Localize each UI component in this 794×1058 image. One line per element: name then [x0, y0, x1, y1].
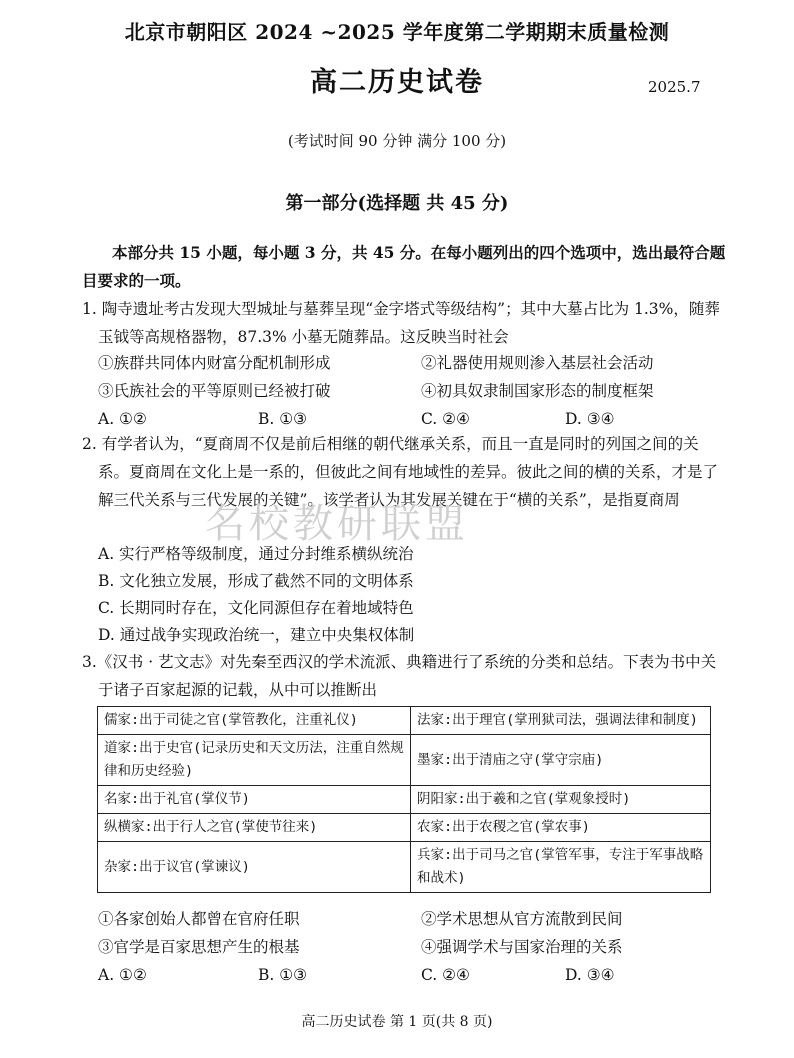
question-3-stem: 3.《汉书 · 艺文志》对先秦至西汉的学术流派、典籍进行了系统的分类和总结。下表为书中关于诸子百家起源的记载，从中可以推断出 — [82, 653, 717, 699]
q1-statement-1: ①族群共同体内财富分配机制形成 — [98, 354, 331, 372]
section-title: 第一部分(选择题 共 45 分) — [285, 193, 509, 214]
q1-option-c: C. ②④ — [421, 410, 470, 428]
table-row — [98, 707, 711, 735]
q2-option-b: B. 文化独立发展，形成了截然不同的文明体系 — [98, 572, 414, 590]
q1-statement-2: ②礼器使用规则渗入基层社会活动 — [421, 354, 654, 372]
table-row — [98, 735, 711, 786]
watermark-text: 名校教研联盟 — [205, 501, 469, 547]
table-row — [98, 814, 711, 842]
q1-option-d: D. ③④ — [565, 410, 615, 428]
q1-statement-3: ③氏族社会的平等原则已经被打破 — [98, 382, 331, 400]
q3-option-a: A. ①② — [98, 966, 147, 984]
question-2-stem: 2. 有学者认为，“夏商周不仅是前后相继的朝代继承关系，而且一直是同时的列国之间的关系。夏商周在文化上是一系的，但彼此之间有地域性的差异。彼此之间的横的关系，才是了解三代关系与三代发展的关键”。该学者认为其发展关键在于“横的关系”，是指夏商周 — [82, 435, 719, 509]
table-cell: 农家:出于农稷之官(掌农事) — [411, 814, 711, 842]
table-cell: 墨家:出于清庙之守(掌守宗庙) — [411, 735, 711, 786]
table-cell: 道家:出于史官(记录历史和天文历法，注重自然规律和历史经验) — [98, 735, 411, 786]
q3-statement-3: ③官学是百家思想产生的根基 — [98, 938, 300, 956]
q1-option-b: B. ①③ — [258, 410, 308, 428]
exam-info: (考试时间 90 分钟 满分 100 分) — [287, 132, 507, 150]
question-1-stem: 1. 陶寺遗址考古发现大型城址与墓葬呈现“金字塔式等级结构”；其中大墓占比为 1.3%，随葬玉钺等高规格器物，87.3% 小墓无随葬品。这反映当时社会 — [82, 300, 720, 346]
table-cell: 名家:出于礼官(掌仪节) — [98, 786, 411, 814]
schools-origin-table — [97, 706, 711, 893]
q3-statement-2: ②学术思想从官方流散到民间 — [421, 910, 623, 928]
q2-option-c: C. 长期同时存在，文化同源但存在着地域特色 — [98, 599, 414, 617]
q3-statement-4: ④强调学术与国家治理的关系 — [421, 938, 623, 956]
q1-statement-4: ④初具奴隶制国家形态的制度框架 — [421, 382, 654, 400]
q1-option-a: A. ①② — [98, 410, 147, 428]
table-cell: 阴阳家:出于羲和之官(掌观象授时) — [411, 786, 711, 814]
table-cell: 法家:出于理官(掌刑狱司法，强调法律和制度) — [411, 707, 711, 735]
exam-title: 高二历史试卷 — [310, 67, 484, 98]
q3-option-b: B. ①③ — [258, 966, 308, 984]
q3-option-c: C. ②④ — [421, 966, 470, 984]
q3-statement-1: ①各家创始人都曾在官府任职 — [98, 910, 300, 928]
q3-option-d: D. ③④ — [565, 966, 615, 984]
table-cell: 杂家:出于议官(掌谏议) — [98, 842, 411, 893]
table-cell: 儒家:出于司徒之官(掌管教化，注重礼仪) — [98, 707, 411, 735]
exam-header: 北京市朝阳区 2024 ~2025 学年度第二学期期末质量检测 — [124, 20, 670, 44]
page-footer: 高二历史试卷 第 1 页(共 8 页) — [301, 1014, 493, 1030]
table-cell: 兵家:出于司马之官(掌管军事，专注于军事战略和战术) — [411, 842, 711, 893]
table-cell: 纵横家:出于行人之官(掌使节往来) — [98, 814, 411, 842]
table-row — [98, 786, 711, 814]
exam-date: 2025.7 — [648, 78, 701, 96]
section-intro: 本部分共 15 小题，每小题 3 分，共 45 分。在每小题列出的四个选项中，选出最符合题目要求的一项。 — [82, 243, 726, 290]
table-row — [98, 842, 711, 893]
q2-option-a: A. 实行严格等级制度，通过分封维系横纵统治 — [98, 545, 414, 563]
q2-option-d: D. 通过战争实现政治统一，建立中央集权体制 — [98, 626, 415, 644]
